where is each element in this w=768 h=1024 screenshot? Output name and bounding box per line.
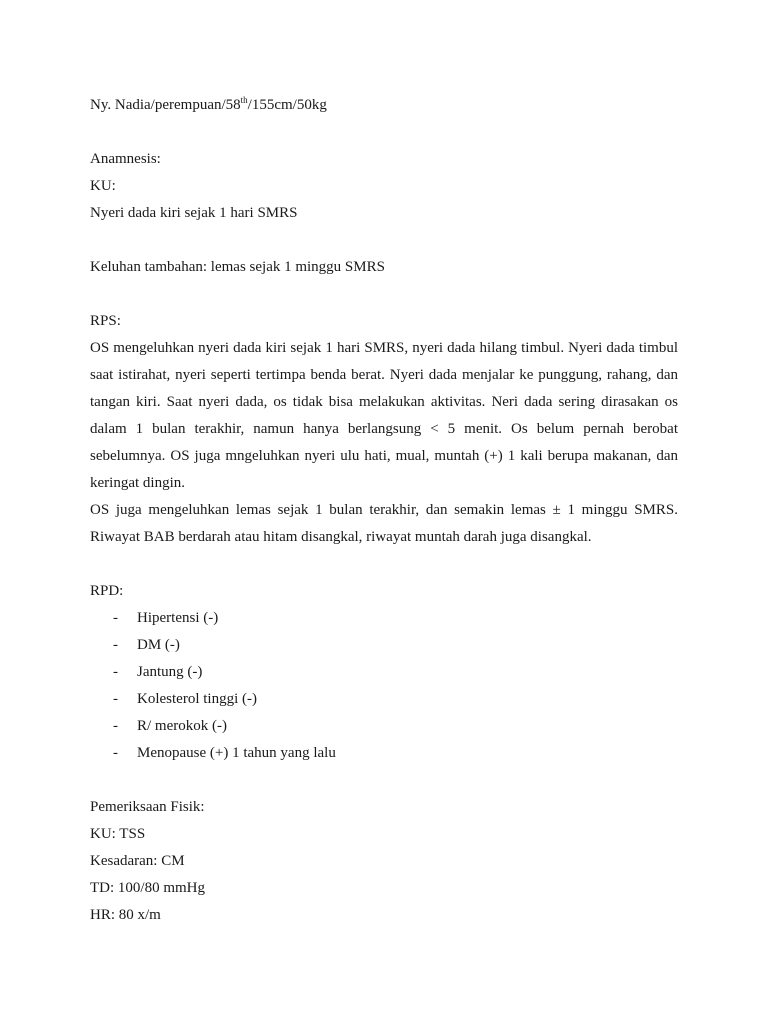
list-item [90, 659, 678, 686]
patient-identity-text: Ny. Nadia/perempuan/58 [90, 97, 241, 113]
ku-text: Nyeri dada kiri sejak 1 hari SMRS [90, 205, 298, 221]
age-superscript: th [240, 95, 248, 105]
pemeriksaan-hr: HR: 80 x/m [90, 907, 161, 923]
list-item [90, 605, 678, 632]
pemeriksaan-kesadaran: Kesadaran: CM [90, 853, 185, 869]
list-item [90, 632, 678, 659]
spacer [90, 281, 678, 308]
spacer [90, 227, 678, 254]
keluhan-tambahan: Keluhan tambahan: lemas sejak 1 minggu SMRS [90, 259, 385, 275]
patient-identity-line [90, 92, 678, 119]
list-item-text: Jantung (-) [137, 664, 203, 680]
list-item-text: Kolesterol tinggi (-) [137, 691, 257, 707]
patient-body-measures: /155cm/50kg [247, 97, 327, 113]
bullet-dash: - [113, 691, 118, 707]
list-item [90, 740, 678, 767]
rps-paragraph-2 [90, 497, 678, 551]
list-item [90, 686, 678, 713]
bullet-dash: - [113, 610, 118, 626]
bullet-dash: - [113, 745, 118, 761]
rpd-list [90, 605, 678, 767]
paragraph-line: keringat dingin. [90, 475, 185, 491]
rps-heading: RPS: [90, 313, 121, 329]
list-item-text: DM (-) [137, 637, 180, 653]
pemeriksaan-ku: KU: TSS [90, 826, 146, 842]
paragraph-line: OS juga mengeluhkan lemas sejak 1 bulan terakhir, dan semakin lemas ± 1 minggu SMRS. [90, 502, 678, 518]
spacer [90, 767, 678, 794]
bullet-dash: - [113, 637, 118, 653]
paragraph-line: OS mengeluhkan nyeri dada kiri sejak 1 hari SMRS, nyeri dada hilang timbul. Nyeri dada timbul [90, 340, 678, 356]
rps-paragraph-1 [90, 335, 678, 497]
pemeriksaan-heading: Pemeriksaan Fisik: [90, 799, 205, 815]
anamnesis-heading: Anamnesis: [90, 151, 161, 167]
list-item-text: R/ merokok (-) [137, 718, 227, 734]
spacer [90, 551, 678, 578]
pemeriksaan-td: TD: 100/80 mmHg [90, 880, 205, 896]
paragraph-line: tangan kiri. Saat nyeri dada, os tidak bisa melakukan aktivitas. Neri dada sering dirasakan os [90, 394, 678, 410]
paragraph-line: sebelumnya. OS juga mngeluhkan nyeri ulu hati, mual, muntah (+) 1 kali berupa makanan, dan [90, 448, 678, 464]
ku-label: KU: [90, 178, 116, 194]
bullet-dash: - [113, 718, 118, 734]
list-item-text: Hipertensi (-) [137, 610, 219, 626]
paragraph-line: saat istirahat, nyeri seperti tertimpa benda berat. Nyeri dada menjalar ke punggung, rahang, dan [90, 367, 678, 383]
rpd-heading: RPD: [90, 583, 124, 599]
paragraph-line: dalam 1 bulan terakhir, namun hanya berlangsung < 5 menit. Os belum pernah berobat [90, 421, 678, 437]
spacer [90, 119, 678, 146]
paragraph-line: Riwayat BAB berdarah atau hitam disangkal, riwayat muntah darah juga disangkal. [90, 529, 592, 545]
list-item-text: Menopause (+) 1 tahun yang lalu [137, 745, 336, 761]
list-item [90, 713, 678, 740]
bullet-dash: - [113, 664, 118, 680]
